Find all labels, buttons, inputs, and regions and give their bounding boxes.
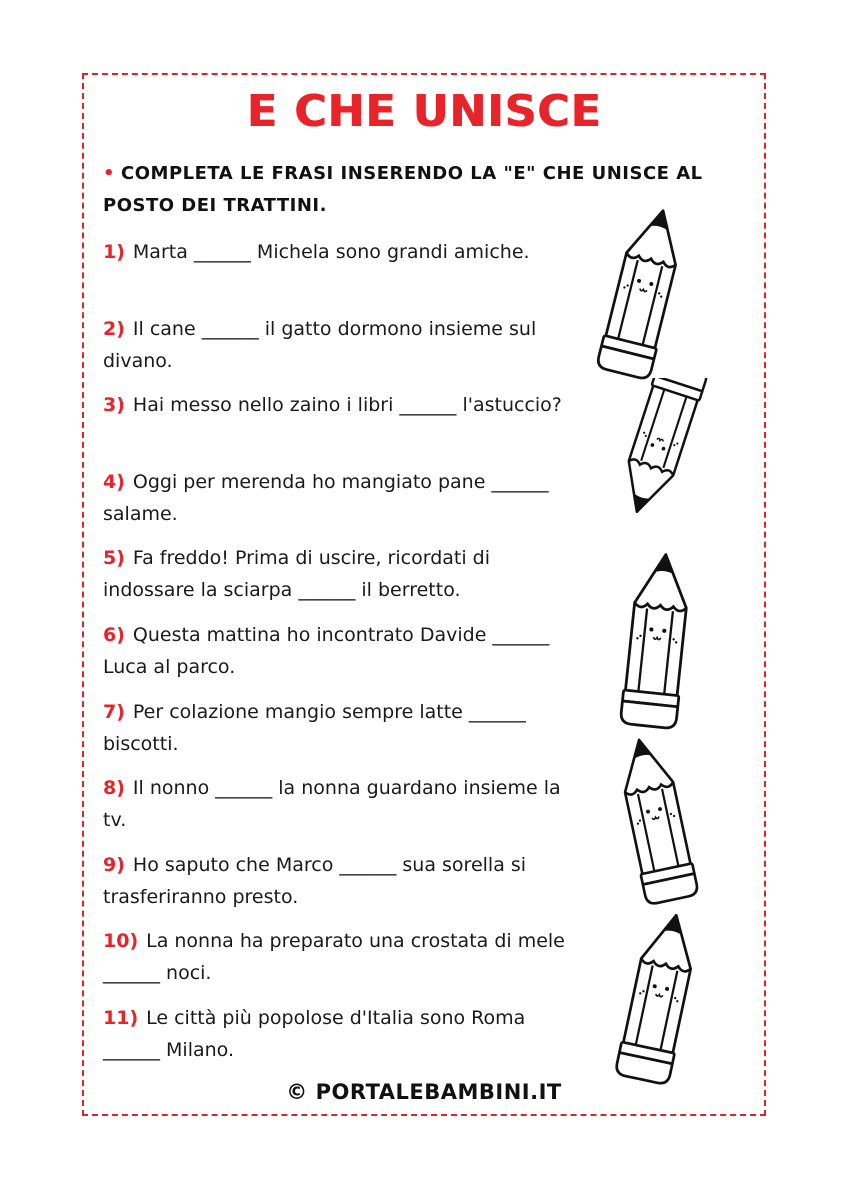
exercise-text: Il cane ______ il gatto dormono insieme sul divano.: [103, 317, 537, 372]
exercise-item: [103, 772, 573, 849]
exercise-text: Le città più popolose d'Italia sono Roma ______ Milano.: [103, 1006, 526, 1061]
exercise-number: 11): [103, 1006, 139, 1029]
exercise-text: Questa mattina ho incontrato Davide ______ Luca al parco.: [103, 623, 550, 678]
exercise-item: [103, 619, 573, 696]
exercise-number: 6): [103, 623, 125, 646]
exercise-text: La nonna ha preparato una crostata di mele ______ noci.: [103, 930, 565, 985]
exercise-text: Fa freddo! Prima di uscire, ricordati di indossare la sciarpa ______ il berretto.: [103, 547, 491, 602]
exercise-number: 8): [103, 777, 125, 800]
exercise-list: [103, 236, 573, 1079]
exercise-text: Per colazione mangio sempre latte ______ biscotti.: [103, 700, 526, 755]
exercise-number: 3): [103, 394, 125, 417]
exercise-text: Oggi per merenda ho mangiato pane ______ salame.: [103, 470, 549, 525]
exercise-number: 1): [103, 241, 125, 263]
footer-credit: © PORTALEBAMBINI.IT: [286, 1080, 562, 1104]
exercise-text: Il nonno ______ la nonna guardano insieme la tv.: [103, 777, 561, 832]
exercise-item: [103, 542, 573, 619]
pencil-icon: [600, 545, 720, 735]
exercise-item: [103, 849, 573, 926]
exercise-text: Marta ______ Michela sono grandi amiche.: [132, 241, 530, 263]
exercise-number: 9): [103, 853, 125, 876]
exercise-item: [103, 1002, 573, 1079]
exercise-item: [103, 313, 573, 390]
exercise-number: 10): [103, 930, 139, 953]
page-title: E CHE UNISCE: [246, 86, 602, 137]
exercise-number: 4): [103, 470, 125, 493]
exercise-number: 2): [103, 317, 125, 340]
bullet-icon: •: [103, 163, 116, 184]
instruction-label: COMPLETA LE FRASI INSERENDO LA "E" CHE UNISCE AL POSTO DEI TRATTINI.: [103, 163, 703, 216]
exercise-item: [103, 466, 573, 543]
exercise-item: [103, 925, 573, 1002]
exercise-text: Ho saputo che Marco ______ sua sorella si trasferiranno presto.: [103, 853, 527, 908]
exercise-item: [103, 389, 573, 466]
exercise-item: [103, 236, 573, 313]
exercise-item: [103, 696, 573, 773]
pencil-icon: [590, 730, 710, 910]
pencil-icon: [605, 905, 725, 1090]
exercise-text: Hai messo nello zaino i libri ______ l'astuccio?: [132, 394, 562, 417]
pencil-icon: [590, 378, 730, 553]
exercise-number: 7): [103, 700, 125, 723]
pencil-icon: [590, 200, 710, 385]
exercise-number: 5): [103, 547, 125, 570]
